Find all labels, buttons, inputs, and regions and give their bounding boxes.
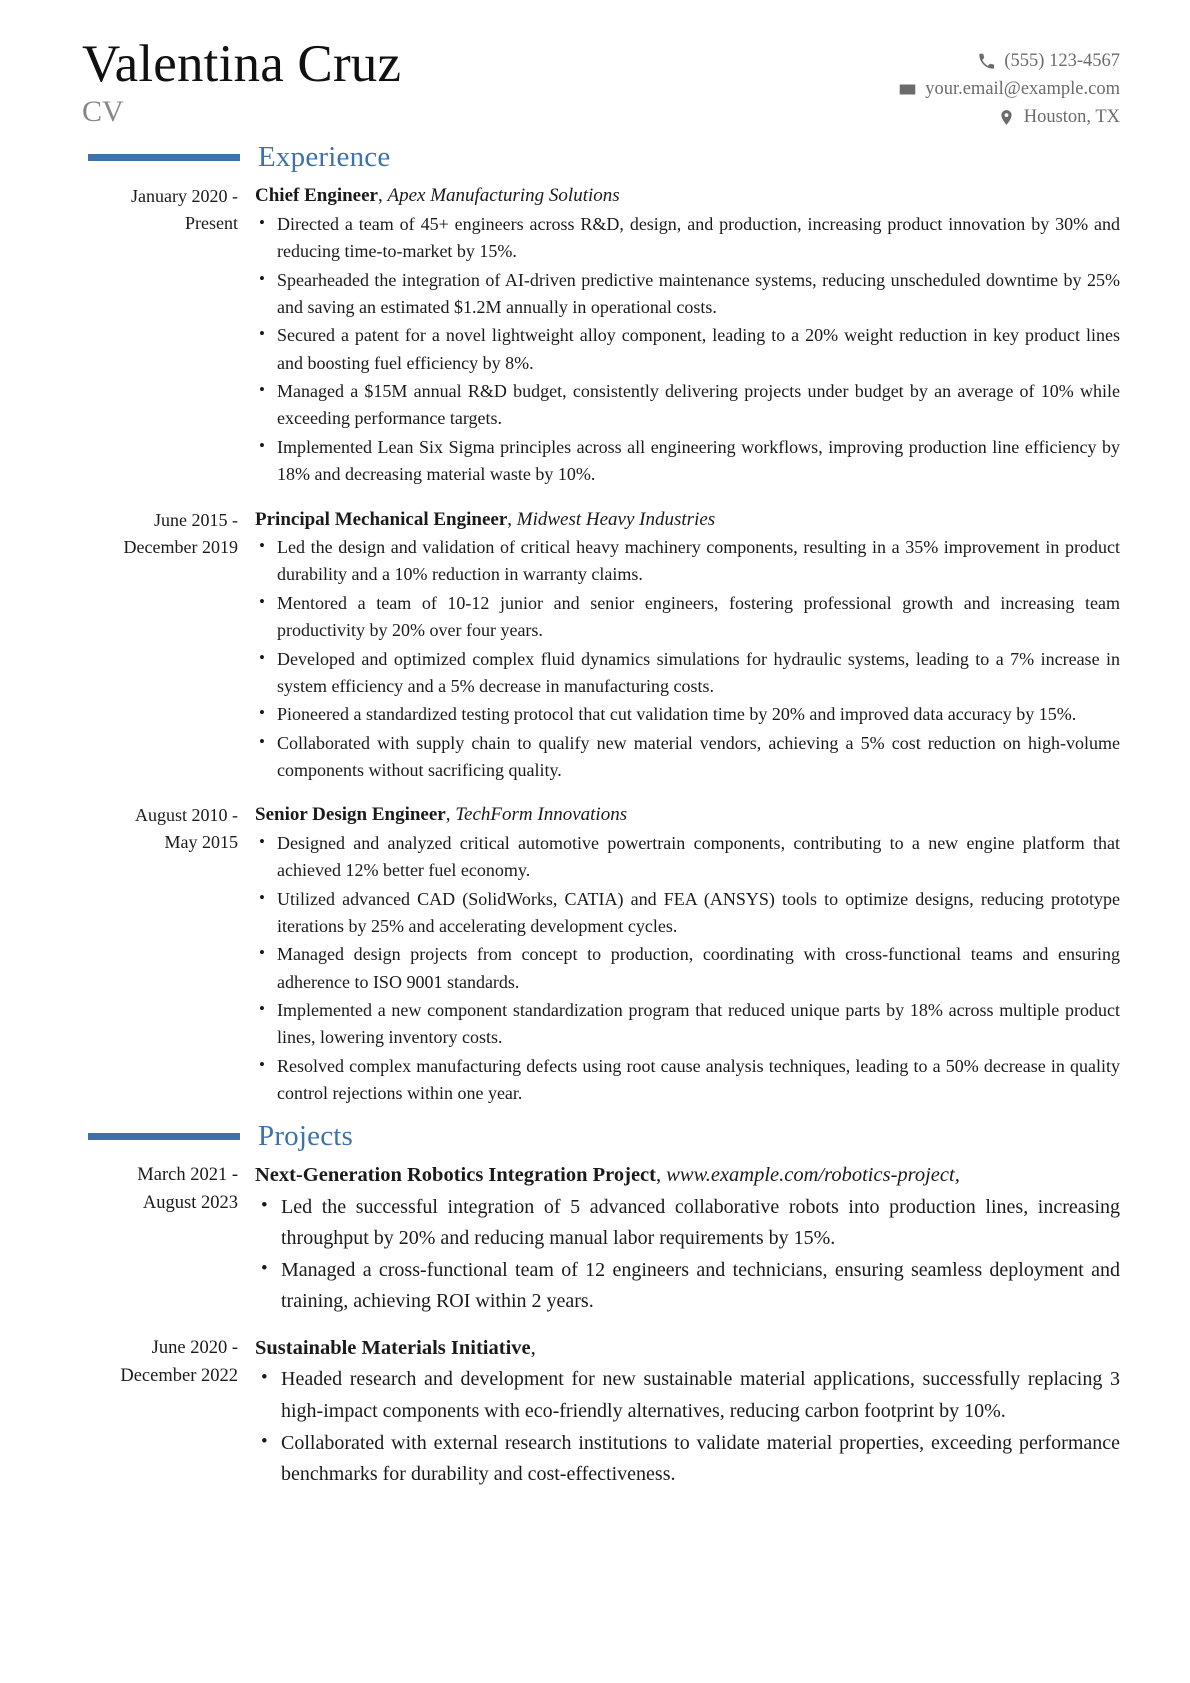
- list-item: • Pioneered a standardized testing protocol that cut validation time by 20% and improved data accuracy by 15%.: [255, 701, 1120, 728]
- entry-body: [238, 801, 1120, 1108]
- entry-bullet-list: [255, 1364, 1120, 1490]
- project-name: Next-Generation Robotics Integration Project: [255, 1164, 656, 1187]
- project-entry: [70, 1334, 1120, 1491]
- entry-bullet-list: [255, 534, 1120, 784]
- entry-dates: [70, 506, 238, 561]
- list-item: • Led the design and validation of critical heavy machinery components, resulting in a 35% improvement in product durability and a 10% reduction in warranty claims.: [255, 534, 1120, 589]
- entry-title: [255, 506, 1120, 534]
- list-item: • Led the successful integration of 5 advanced collaborative robots into production lines, increasing throughput by 20% and reducing manual labor requirements by 15%.: [255, 1192, 1120, 1254]
- cv-header: [70, 30, 1120, 129]
- entry-body: [238, 1334, 1120, 1491]
- date-start: August 2010 -: [135, 805, 238, 826]
- list-item: • Managed design projects from concept to production, coordinating with cross-functional teams and ensuring adherence to ISO 9001 standards.: [255, 941, 1120, 996]
- entry-dates: [70, 801, 238, 856]
- entry-bullet-list: [255, 211, 1120, 489]
- date-end: December 2022: [120, 1366, 238, 1387]
- entry-dates: [70, 1161, 238, 1218]
- entry-title: [255, 1334, 1120, 1363]
- date-end: May 2015: [164, 832, 238, 853]
- experience-entry: [70, 506, 1120, 786]
- entry-role: Senior Design Engineer: [255, 804, 446, 826]
- section-rule: [88, 1133, 240, 1140]
- list-item: • Implemented a new component standardization program that reduced unique parts by 18% across multiple product lines, lowering inventory costs.: [255, 997, 1120, 1052]
- list-item: • Collaborated with supply chain to qualify new material vendors, achieving a 5% cost reduction on high-volume components without sacrificing quality.: [255, 730, 1120, 785]
- section-title-projects: Projects: [258, 1120, 354, 1153]
- date-start: January 2020 -: [131, 186, 238, 207]
- entry-title: [255, 1161, 1120, 1190]
- entry-title: [255, 182, 1120, 210]
- date-start: June 2015 -: [154, 509, 238, 530]
- experience-entry: [70, 801, 1120, 1108]
- section-projects: [70, 1122, 1120, 1491]
- contact-phone: [978, 50, 1120, 73]
- date-start: June 2020 -: [151, 1338, 238, 1359]
- entry-separator: ,: [377, 185, 388, 207]
- date-end: December 2019: [123, 536, 238, 557]
- contact-location: [998, 106, 1120, 129]
- entry-body: [238, 182, 1120, 489]
- entry-body: [238, 506, 1120, 786]
- date-end: Present: [185, 213, 238, 234]
- entry-organization: Apex Manufacturing Solutions: [387, 185, 620, 207]
- entry-bullet-list: [255, 830, 1120, 1108]
- section-header-experience: [70, 143, 1120, 172]
- section-rule: [88, 154, 240, 161]
- list-item: • Utilized advanced CAD (SolidWorks, CATIA) and FEA (ANSYS) tools to optimize designs, reducing prototype iterations by 25% and accelerating development cycles.: [255, 886, 1120, 941]
- entry-separator: ,: [530, 1337, 536, 1360]
- entry-separator: ,: [655, 1164, 667, 1187]
- contact-block: [899, 36, 1120, 129]
- list-item: • Mentored a team of 10-12 junior and senior engineers, fostering professional growth and increasing team productivity by 20% over four years.: [255, 590, 1120, 645]
- project-entry: [70, 1161, 1120, 1318]
- entry-role: Chief Engineer: [255, 185, 378, 207]
- entry-separator: ,: [445, 804, 456, 826]
- date-start: March 2021 -: [137, 1165, 238, 1186]
- list-item: • Headed research and development for new sustainable material applications, successfully replacing 3 high-impact components with eco-friendly alternatives, reducing carbon footprint by 10%.: [255, 1364, 1120, 1426]
- phone-icon: [978, 53, 995, 70]
- section-title-experience: Experience: [258, 141, 391, 174]
- entry-title: [255, 801, 1120, 829]
- contact-email: [899, 78, 1120, 101]
- list-item: • Implemented Lean Six Sigma principles across all engineering workflows, improving production line efficiency by 18% and decreasing material waste by 10%.: [255, 434, 1120, 489]
- phone-text: (555) 123-4567: [1004, 51, 1120, 71]
- entry-role: Principal Mechanical Engineer: [255, 508, 508, 530]
- email-text: your.email@example.com: [925, 79, 1120, 100]
- entry-dates: [70, 182, 238, 237]
- list-item: • Developed and optimized complex fluid dynamics simulations for hydraulic systems, leading to a 7% increase in system efficiency and a 5% decrease in manufacturing costs.: [255, 646, 1120, 701]
- list-item: • Resolved complex manufacturing defects using root cause analysis techniques, leading to a 50% decrease in quality control rejections within one year.: [255, 1053, 1120, 1108]
- experience-entry: [70, 182, 1120, 489]
- entry-dates: [70, 1334, 238, 1391]
- list-item: • Directed a team of 45+ engineers across R&D, design, and production, increasing product innovation by 30% and reducing time-to-market by 15%.: [255, 211, 1120, 266]
- envelope-icon: [899, 81, 916, 98]
- project-url[interactable]: www.example.com/robotics-project,: [666, 1164, 960, 1187]
- entry-organization: TechForm Innovations: [455, 804, 628, 826]
- section-experience: [70, 143, 1120, 1108]
- identity-block: [70, 36, 401, 128]
- document-subtitle: CV: [82, 95, 124, 129]
- list-item: • Spearheaded the integration of AI-driven predictive maintenance systems, reducing unscheduled downtime by 25% and saving an estimated $1.2M annually in operational costs.: [255, 267, 1120, 322]
- list-item: • Managed a cross-functional team of 12 engineers and technicians, ensuring seamless deployment and training, achieving ROI within 2 years.: [255, 1255, 1120, 1317]
- entry-separator: ,: [507, 508, 517, 530]
- list-item: • Managed a $15M annual R&D budget, consistently delivering projects under budget by an average of 10% while exceeding performance targets.: [255, 378, 1120, 433]
- entry-organization: Midwest Heavy Industries: [516, 508, 716, 530]
- entry-body: [238, 1161, 1120, 1318]
- map-pin-icon: [998, 109, 1015, 126]
- list-item: • Designed and analyzed critical automotive powertrain components, contributing to a new engine platform that achieved 12% better fuel economy.: [255, 830, 1120, 885]
- date-end: August 2023: [142, 1193, 238, 1214]
- list-item: • Collaborated with external research institutions to validate material properties, exceeding performance benchmarks for durability and cost-effectiveness.: [255, 1428, 1120, 1490]
- location-text: Houston, TX: [1023, 107, 1120, 128]
- project-name: Sustainable Materials Initiative: [255, 1337, 531, 1360]
- page-title: Valentina Cruz: [82, 35, 402, 93]
- list-item: • Secured a patent for a novel lightweight alloy component, leading to a 20% weight reduction in key product lines and boosting fuel efficiency by 8%.: [255, 322, 1120, 377]
- section-header-projects: [70, 1122, 1120, 1151]
- entry-bullet-list: [255, 1192, 1120, 1318]
